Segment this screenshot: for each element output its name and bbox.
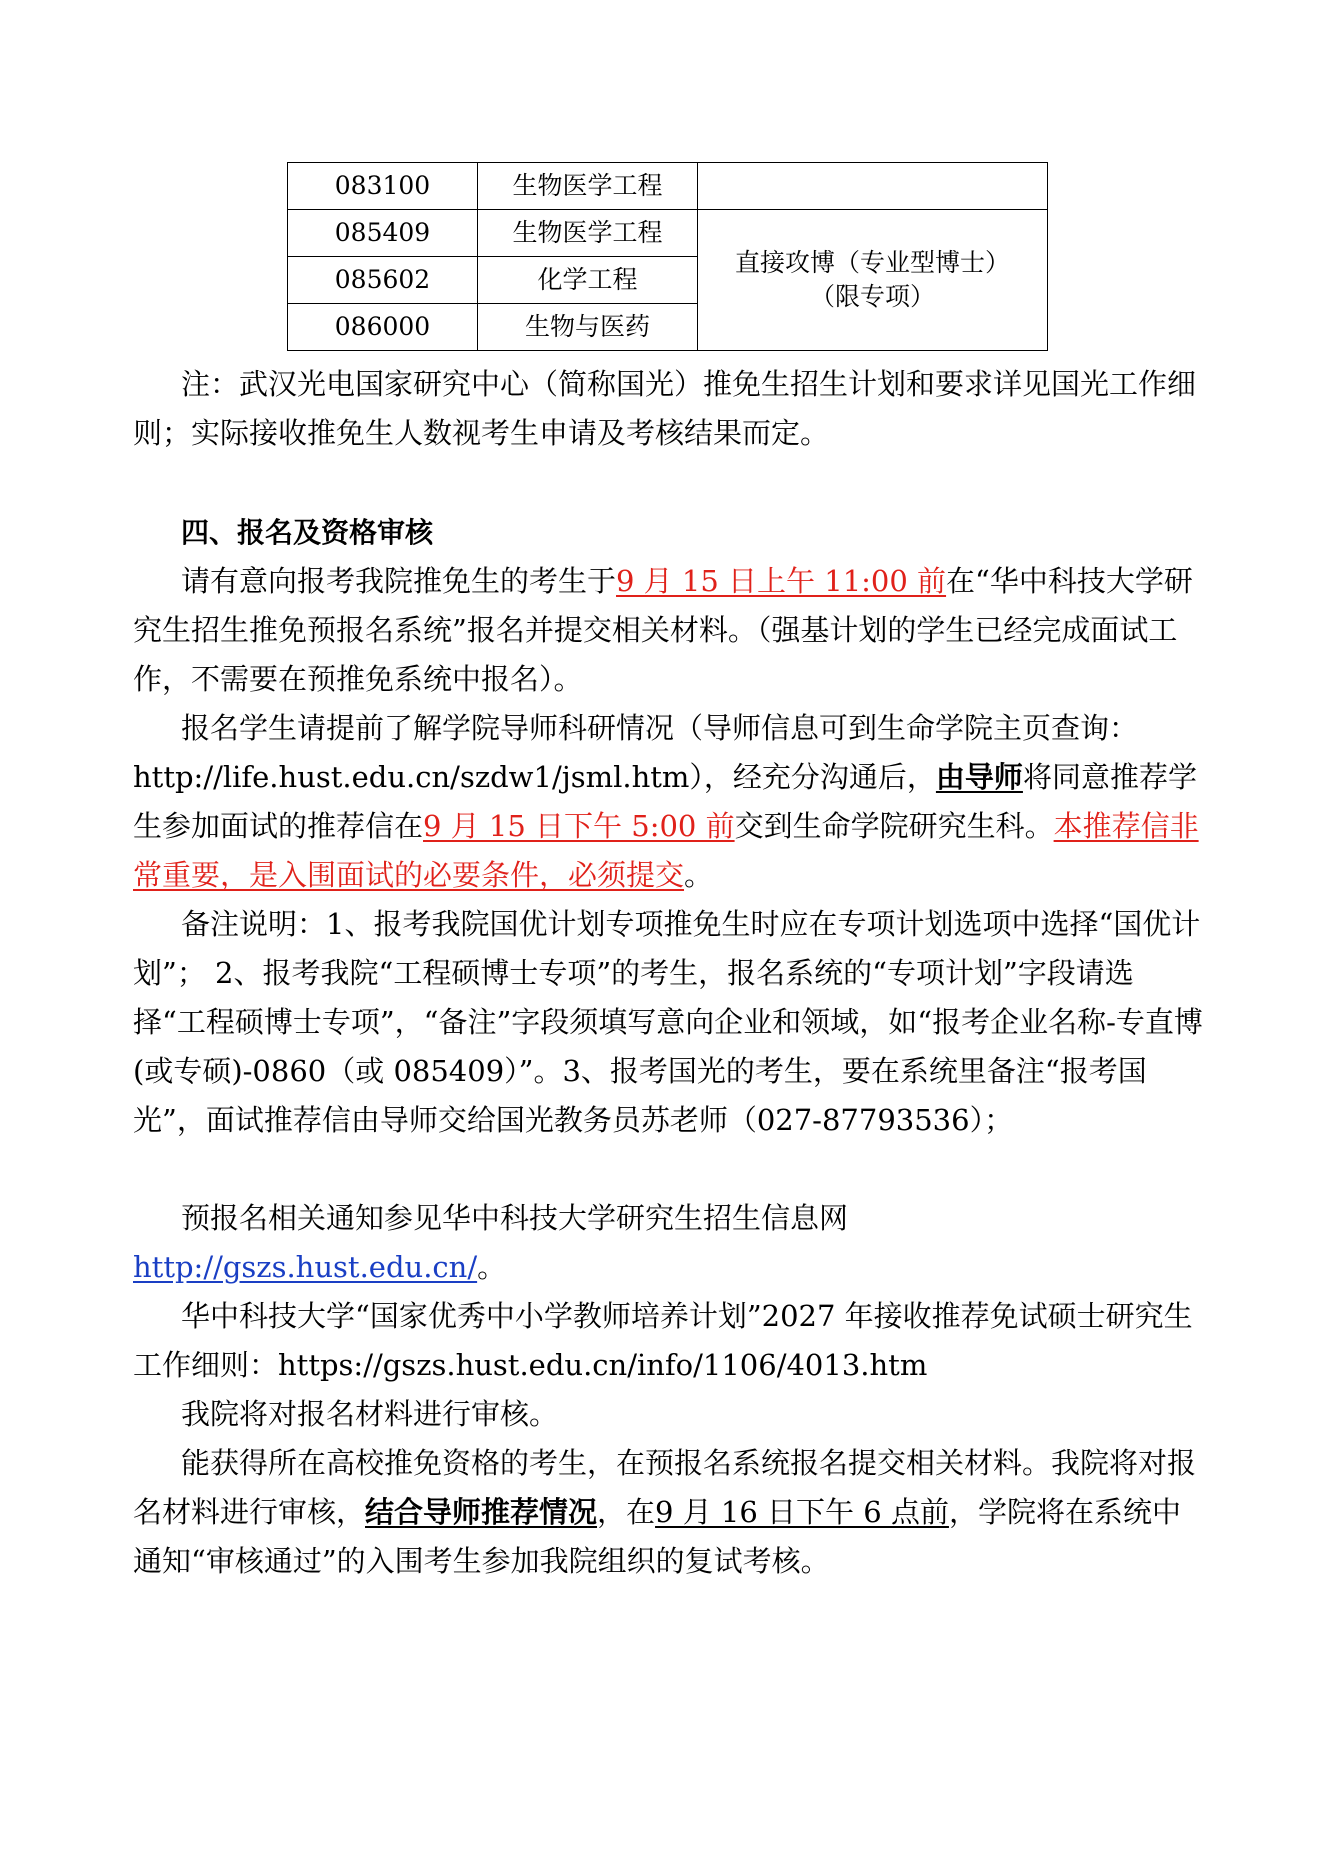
program-type-line1: 直接攻博（专业型博士） (734, 248, 1010, 278)
majors-table (287, 162, 1048, 351)
deadline-review: 9 月 16 日下午 6 点前 (655, 1495, 949, 1529)
paragraph-notice-link: 预报名相关通知参见华中科技大学研究生招生信息网http://gszs.hust.edu.cn/。 (133, 1201, 849, 1284)
paragraph-final: 能获得所在高校推免资格的考生，在预报名系统报名提交相关材料。我院将对报名材料进行审核，结合导师推荐情况，在9 月 16 日下午 6 点前，学院将在系统中通知“审核通过”的入围考生参加我院组织的复试考核。 (133, 1446, 1197, 1578)
emphasis-by-supervisor: 由导师 (935, 760, 1023, 794)
table-note: 注：武汉光电国家研究中心（简称国光）推免生招生计划和要求详见国光工作细则；实际接收推免生人数视考生申请及考核结果而定。 (133, 367, 1197, 450)
admissions-site-link[interactable]: http://gszs.hust.edu.cn/ (133, 1250, 478, 1284)
major-name: 化学工程 (478, 257, 698, 304)
section-4 (133, 508, 1203, 1586)
major-name: 生物医学工程 (478, 163, 698, 210)
major-name: 生物医学工程 (478, 210, 698, 257)
table-row (288, 210, 1048, 257)
paragraph-registration: 请有意向报考我院推免生的考生于9 月 15 日上午 11:00 前在“华中科技大学研究生招生推免预报名系统”报名并提交相关材料。（强基计划的学生已经完成面试工作，不需要在预推免系统中报名）。 (133, 564, 1193, 696)
program-type-cell (698, 210, 1048, 351)
deadline-recommendation: 9 月 15 日下午 5:00 前 (423, 809, 735, 843)
emphasis-supervisor-recommendation: 结合导师推荐情况 (365, 1495, 598, 1529)
program-type-line2: （限专项） (809, 282, 935, 311)
section-heading: 四、报名及资格审核 (181, 516, 434, 549)
empty-cell (698, 163, 1048, 210)
major-code: 086000 (288, 304, 478, 351)
warning-recommendation: 本推荐信非常重要，是入围面试的必要条件，必须提交 (133, 809, 1199, 892)
major-name: 生物与医药 (478, 304, 698, 351)
major-code: 085409 (288, 210, 478, 257)
major-code: 085602 (288, 257, 478, 304)
major-code: 083100 (288, 163, 478, 210)
paragraph-recommendation: 报名学生请提前了解学院导师科研情况（导师信息可到生命学院主页查询：http://life.hust.edu.cn/szdw1/jsml.htm），经充分沟通后，由导师将同意推荐学生参加面试的推荐信在9 月 15 日下午 5:00 前交到生命学院研究生科。本推荐信非常重要，是入围面试的必要条件，必须提交。 (133, 711, 1199, 892)
paragraph-review: 我院将对报名材料进行审核。 (181, 1397, 559, 1431)
paragraph-remarks: 备注说明：1、报考我院国优计划专项推免生时应在专项计划选项中选择“国优计划”； 2、报考我院“工程硕博士专项”的考生，报名系统的“专项计划”字段请选择“工程硕博士专项”，“备注”字段须填写意向企业和领域，如“报考企业名称-专直博(或专硕)-0860（或 085409）”。3、报考国光的考生，要在系统里备注“报考国光”，面试推荐信由导师交给国光教务员苏老师（027-87793536）； (133, 907, 1203, 1137)
table-row (288, 163, 1048, 210)
paragraph-teacher-plan: 华中科技大学“国家优秀中小学教师培养计划”2027 年接收推荐免试硕士研究生工作细则：https://gszs.hust.edu.cn/info/1106/4013.htm (133, 1299, 1193, 1382)
deadline-registration: 9 月 15 日上午 11:00 前 (616, 564, 947, 598)
